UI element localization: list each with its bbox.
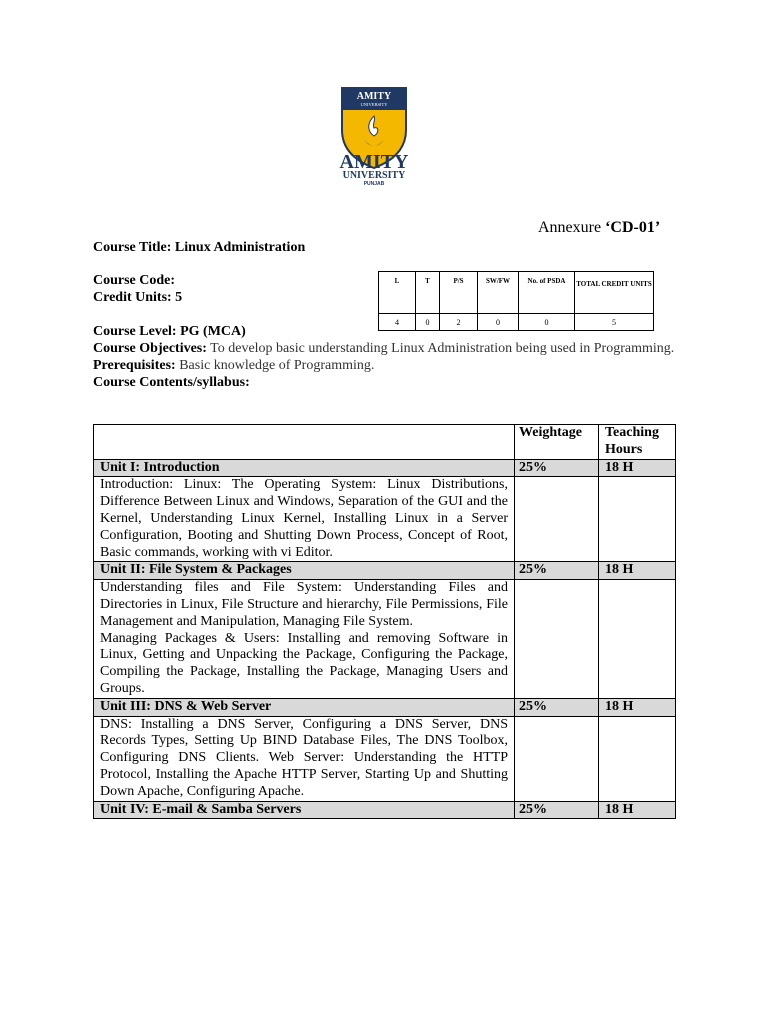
unit-row [94, 562, 676, 580]
course-info [93, 323, 683, 391]
unit-title: Unit III: DNS & Web Server [94, 698, 515, 716]
credit-header-psda: No. of PSDA [519, 272, 575, 314]
credit-value-ps: 2 [440, 314, 478, 331]
unit-weightage: 25% [515, 801, 599, 819]
credit-header-ps: P/S [440, 272, 478, 314]
credit-value-total: 5 [575, 314, 654, 331]
teaching-hours-header: Teaching Hours [599, 425, 676, 460]
credit-header-l: L [379, 272, 416, 314]
annexure-label [538, 219, 660, 237]
course-level: Course Level: PG (MCA) [93, 324, 246, 339]
svg-text:PUNJAB: PUNJAB [363, 181, 385, 187]
course-objectives: Course Objectives: To develop basic understanding Linux Administration being used in Programming. [93, 341, 675, 356]
unit-content-row [94, 477, 676, 562]
svg-text:AMITY: AMITY [339, 151, 409, 173]
unit-hours: 18 H [599, 459, 676, 477]
syllabus-header-blank [94, 425, 515, 460]
unit-hours: 18 H [599, 801, 676, 819]
unit-hours: 18 H [599, 698, 676, 716]
unit-title: Unit IV: E-mail & Samba Servers [94, 801, 515, 819]
weightage-header: Weightage [515, 425, 599, 460]
credit-units: Credit Units: 5 [93, 290, 183, 305]
unit-title: Unit I: Introduction [94, 459, 515, 477]
unit-row [94, 698, 676, 716]
credit-value-t: 0 [416, 314, 440, 331]
credit-table [378, 271, 654, 331]
unit-weightage: 25% [515, 459, 599, 477]
unit-weightage: 25% [515, 698, 599, 716]
unit-content: DNS: Installing a DNS Server, Configuring a DNS Server, DNS Records Types, Setting Up BIND Database Files, The DNS Toolbox, Configuring DNS Clients. Web Server: Understanding the HTTP Protocol, Installing the Apache HTTP Server, Starting Up and Shutting Down Apache, Configuring Apache. [94, 716, 515, 801]
credit-value-swfw: 0 [478, 314, 519, 331]
unit-content [94, 580, 515, 699]
unit-content-paragraph: Managing Packages & Users: Installing and removing Software in Linux, Getting and Unpacking the Package, Configuring the Package, Compiling the Package, Installing the Package, Managing Users and Groups. [100, 630, 508, 696]
syllabus-header-row [94, 425, 676, 460]
unit-content-row [94, 580, 676, 699]
unit-weightage: 25% [515, 562, 599, 580]
course-code: Course Code: [93, 273, 176, 288]
course-title: Course Title: Linux Administration [93, 240, 306, 255]
unit-content-row [94, 716, 676, 801]
svg-text:UNIVERSITY: UNIVERSITY [342, 170, 406, 181]
amity-university-logo [330, 84, 418, 188]
credit-header-t: T [416, 272, 440, 314]
syllabus-table [93, 424, 676, 819]
svg-text:AMITY: AMITY [356, 91, 392, 102]
unit-content: Introduction: Linux: The Operating System: Linux Distributions, Difference Between Linux and Windows, Separation of the GUI and the Kernel, Understanding Linux Kernel, Installing Linux in a Server Configuration, Booting and Shutting Down Process, Concept of Root, Basic commands, working with vi Editor. [94, 477, 515, 562]
credit-table-header-row [379, 272, 654, 314]
unit-content-paragraph: Understanding files and File System: Understanding Files and Directories in Linux, File Structure and hierarchy, File Permissions, File Management and Manipulation, Managing File System. [100, 580, 508, 629]
course-contents-label: Course Contents/syllabus: [93, 375, 250, 390]
credit-value-l: 4 [379, 314, 416, 331]
credit-header-swfw: SW/FW [478, 272, 519, 314]
unit-hours: 18 H [599, 562, 676, 580]
unit-title: Unit II: File System & Packages [94, 562, 515, 580]
annexure-prefix: Annexure [538, 219, 606, 236]
credit-value-psda: 0 [519, 314, 575, 331]
annexure-code: ‘CD-01’ [605, 219, 661, 236]
course-prerequisites: Prerequisites: Basic knowledge of Programming. [93, 358, 375, 373]
svg-text:UNIVERSITY: UNIVERSITY [360, 102, 388, 107]
credit-header-total: TOTAL CREDIT UNITS [575, 272, 654, 314]
unit-row [94, 459, 676, 477]
unit-row [94, 801, 676, 819]
